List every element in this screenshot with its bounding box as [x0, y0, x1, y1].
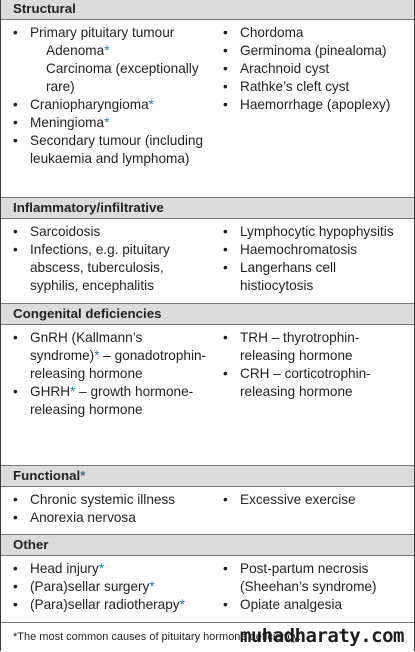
list-item	[223, 24, 413, 42]
bullet: •	[13, 25, 18, 40]
bullet: •	[223, 97, 228, 112]
list-item	[13, 578, 213, 596]
list-item	[223, 491, 413, 509]
footnote-star: *	[94, 348, 100, 363]
item-text: Haemorrhage (apoplexy)	[240, 97, 391, 112]
list-item	[223, 596, 413, 614]
section-header-inflammatory	[1, 197, 414, 219]
bullet: •	[223, 561, 228, 576]
item-text: TRH – thyrotrophin-releasing hormone	[240, 330, 360, 363]
congenital-right-col	[223, 329, 413, 401]
sub-item	[30, 60, 213, 96]
item-text: Haemochromatosis	[240, 242, 358, 257]
list-item	[13, 241, 213, 295]
item-text: Arachnoid cyst	[240, 61, 330, 76]
bullet: •	[13, 115, 18, 130]
footnote-star: *	[80, 468, 86, 483]
bullet: •	[223, 25, 228, 40]
footnote-star: *	[98, 561, 105, 576]
section-header-structural	[1, 0, 414, 20]
bullet: •	[223, 224, 228, 239]
sub-item-text: Adenoma	[46, 43, 105, 58]
structural-left-col	[13, 24, 213, 168]
bullet: •	[13, 224, 18, 239]
bullet: •	[13, 510, 18, 525]
other-right-col	[223, 560, 413, 614]
item-text: Post-partum necrosis (Sheehan’s syndrome)	[240, 561, 377, 594]
functional-left-col	[13, 491, 213, 527]
inflammatory-right-col	[223, 223, 413, 295]
list-item	[13, 596, 213, 614]
list-item	[223, 60, 413, 78]
item-text: Sarcoidosis	[30, 224, 101, 239]
item-text: (Para)sellar radiotherapy	[30, 597, 180, 612]
item-text: Chronic systemic illness	[30, 492, 176, 507]
footnote: *The most common causes of pituitary hormone deficiency.	[1, 622, 414, 652]
footnote-star: *	[70, 384, 76, 399]
functional-right-col	[223, 491, 413, 509]
item-text: Head injury	[30, 561, 99, 576]
item-text: Secondary tumour (including leukaemia and lymphoma)	[30, 133, 204, 166]
footnote-star: *	[104, 115, 110, 130]
item-text: Lymphocytic hypophysitis	[240, 224, 394, 239]
footnote-star: *	[104, 43, 110, 58]
section-header-congenital	[1, 303, 414, 325]
bullet: •	[13, 579, 18, 594]
bullet: •	[223, 366, 228, 381]
list-item	[223, 259, 413, 295]
congenital-left-col	[13, 329, 213, 419]
section-title: Structural	[13, 1, 76, 16]
section-title: Functional	[13, 468, 81, 483]
bullet: •	[13, 597, 18, 612]
list-item	[13, 491, 213, 509]
bullet: •	[223, 492, 228, 507]
item-text: Rathke’s cleft cyst	[240, 79, 350, 94]
section-title: Other	[13, 537, 49, 552]
list-item	[223, 560, 413, 596]
other-left-col	[13, 560, 213, 614]
list-item	[13, 383, 213, 419]
list-item	[223, 96, 413, 114]
section-title: Congenital deficiencies	[13, 306, 162, 321]
item-text: Anorexia nervosa	[30, 510, 136, 525]
item-text: Primary pituitary tumour	[30, 25, 175, 40]
item-text: GnRH (Kallmann’s syndrome)	[30, 330, 143, 363]
item-text: Germinoma (pinealoma)	[240, 43, 387, 58]
bullet: •	[223, 242, 228, 257]
item-text: Meningioma	[30, 115, 105, 130]
watermark: muhadharaty.com	[239, 625, 404, 647]
bullet: •	[223, 260, 228, 275]
item-text: Langerhans cell histiocytosis	[240, 260, 336, 293]
list-item	[13, 114, 213, 132]
bullet: •	[223, 330, 228, 345]
list-item	[13, 560, 213, 578]
item-text: Craniopharyngioma	[30, 97, 149, 112]
item-text: CRH – corticotrophin-releasing hormone	[240, 366, 371, 399]
item-text-rest: – gonadotrophin-releasing hormone	[30, 348, 207, 381]
item-text: (Para)sellar surgery	[30, 579, 150, 594]
bullet: •	[13, 133, 18, 148]
section-header-functional	[1, 465, 414, 487]
item-text: Opiate analgesia	[240, 597, 343, 612]
bullet: •	[223, 597, 228, 612]
list-item	[13, 24, 213, 96]
list-item	[223, 329, 413, 365]
inflammatory-left-col	[13, 223, 213, 295]
sub-item	[30, 42, 213, 60]
bullet: •	[13, 492, 18, 507]
list-item	[13, 132, 213, 168]
item-text: Excessive exercise	[240, 492, 356, 507]
structural-right-col	[223, 24, 413, 114]
footnote-star: *	[149, 579, 155, 594]
bullet: •	[13, 330, 18, 345]
list-item	[13, 509, 213, 527]
list-item	[223, 241, 413, 259]
section-header-other	[1, 534, 414, 556]
bullet: •	[13, 384, 18, 399]
section-title: Inflammatory/infiltrative	[13, 200, 164, 215]
list-item	[223, 223, 413, 241]
item-text-rest: – growth hormone-releasing hormone	[30, 384, 194, 417]
list-item	[13, 96, 213, 114]
bullet: •	[223, 79, 228, 94]
list-item	[223, 78, 413, 96]
item-text: Infections, e.g. pituitary abscess, tuberculosis, syphilis, encephalitis	[30, 242, 170, 293]
bullet: •	[13, 561, 18, 576]
bullet: •	[223, 43, 228, 58]
bullet: •	[223, 61, 228, 76]
list-item	[13, 329, 213, 383]
item-text: GHRH	[30, 384, 71, 399]
bullet: •	[13, 97, 18, 112]
list-item	[223, 42, 413, 60]
item-text: Chordoma	[240, 25, 304, 40]
footnote-star: *	[148, 97, 154, 112]
footnote-star: *	[179, 597, 185, 612]
bullet: •	[13, 242, 18, 257]
sub-item-text: Carcinoma (exceptionally rare)	[46, 61, 199, 94]
list-item	[223, 365, 413, 401]
list-item	[13, 223, 213, 241]
